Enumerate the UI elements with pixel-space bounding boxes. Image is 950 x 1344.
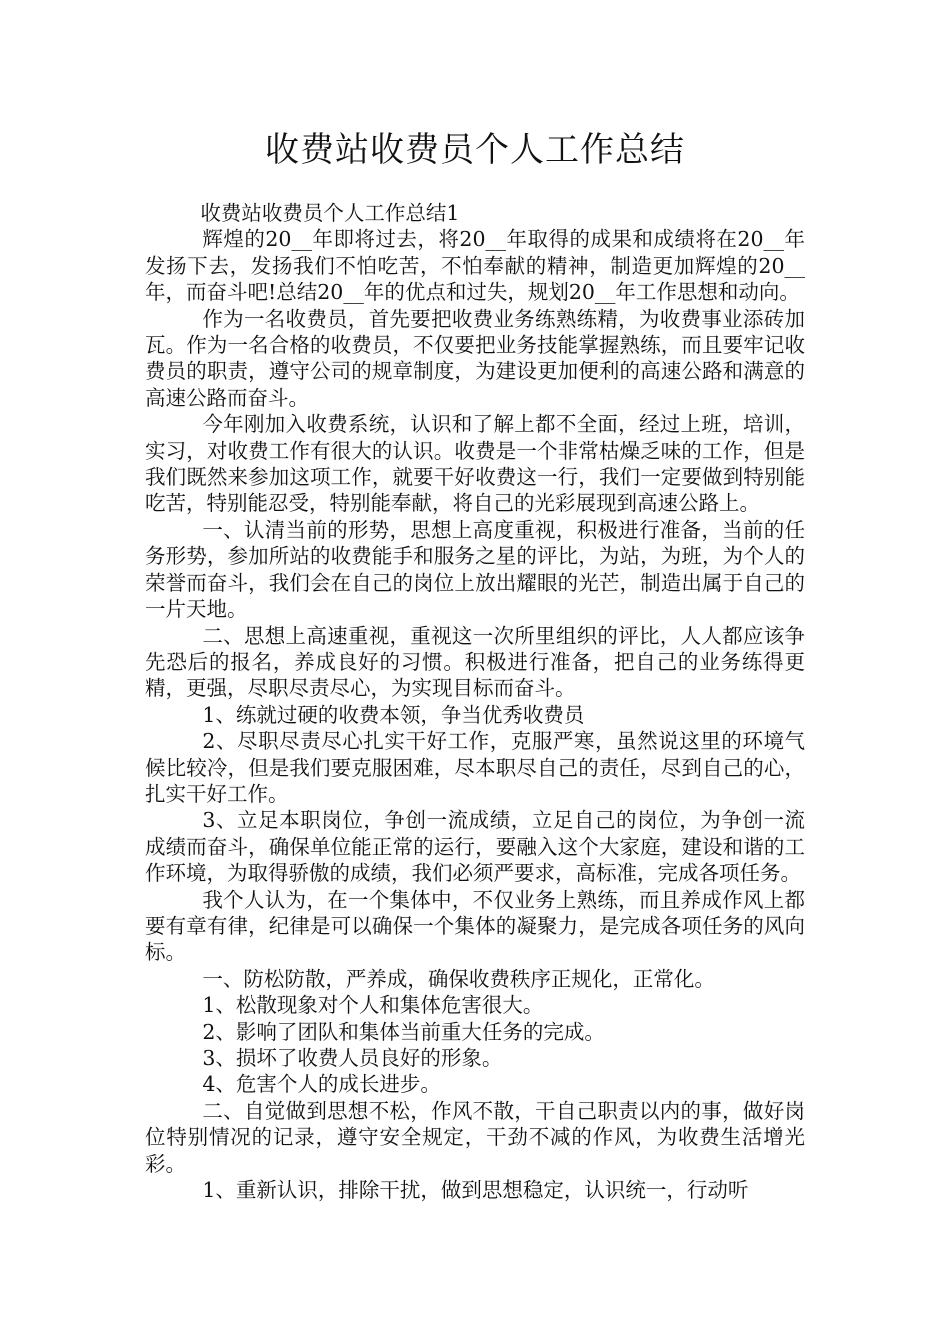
section-heading: 收费站收费员个人工作总结1 [200, 201, 460, 225]
paragraph: 辉煌的20__年即将过去，将20__年取得的成果和成绩将在20__年发扬下去，发扬我们不怕吃苦，不怕奉献的精神，制造更加辉煌的20__年，而奋斗吧!总结20__年的优点和过失，规划20__年工作思想和动向。 [145, 227, 805, 305]
paragraph: 2、尽职尽责尽心扎实干好工作，克服严寒，虽然说这里的环境气候比较冷，但是我们要克服困难，尽本职尽自己的责任，尽到自己的心，扎实干好工作。 [145, 729, 805, 806]
paragraph: 1、松散现象对个人和集体危害很大。 [202, 993, 544, 1018]
paragraph: 4、危害个人的成长进步。 [202, 1072, 441, 1097]
paragraph: 1、练就过硬的收费本领，争当优秀收费员 [202, 702, 585, 727]
paragraph: 1、重新认识，排除干扰，做到思想稳定，认识统一，行动听 [202, 1178, 749, 1203]
paragraph: 二、思想上高速重视，重视这一次所里组织的评比，人人都应该争先恐后的报名，养成良好的习惯。积极进行准备，把自己的业务练得更精，更强，尽职尽责尽心，为实现目标而奋斗。 [145, 623, 805, 701]
paragraph: 作为一名收费员，首先要把收费业务练熟练精，为收费事业添砖加瓦。作为一名合格的收费员，不仅要把业务技能掌握熟练，而且要牢记收费员的职责，遵守公司的规章制度，为建设更加便利的高速公路和满意的高速公路而奋斗。 [145, 306, 805, 410]
paragraph: 3、损坏了收费人员良好的形象。 [202, 1046, 503, 1070]
paragraph: 一、认清当前的形势，思想上高度重视，积极进行准备，当前的任务形势，参加所站的收费能手和服务之星的评比，为站，为班，为个人的荣誉而奋斗，我们会在自己的岗位上放出耀眼的光芒，制造出属于自己的一片天地。 [145, 517, 805, 622]
paragraph: 一、防松防散，严养成，确保收费秩序正规化，正常化。 [202, 966, 715, 991]
paragraph: 今年刚加入收费系统，认识和了解上都不全面，经过上班，培训，实习，对收费工作有很大的认识。收费是一个非常枯燥乏味的工作，但是我们既然来参加这项工作，就要干好收费这一行，我们一定要做到特别能吃苦，特别能忍受，特别能奉献，将自己的光彩展现到高速公路上。 [145, 412, 805, 516]
paragraph: 2、影响了团队和集体当前重大任务的完成。 [202, 1019, 605, 1044]
document-body [145, 200, 805, 1203]
paragraph: 3、立足本职岗位，争创一流成绩，立足自己的岗位，为争创一流成绩而奋斗，确保单位能正常的运行，要融入这个大家庭，建设和谐的工作环境，为取得骄傲的成绩，我们必须严要求，高标准，完成各项任务。 [145, 808, 805, 886]
paragraph: 二、自觉做到思想不松，作风不散，干自己职责以内的事，做好岗位特别情况的记录，遵守安全规定，干劲不减的作风，为收费生活增光彩。 [145, 1098, 805, 1176]
document-title: 收费站收费员个人工作总结 [265, 130, 685, 170]
paragraph: 我个人认为，在一个集体中，不仅业务上熟练，而且养成作风上都要有章有律，纪律是可以确保一个集体的凝聚力，是完成各项任务的风向标。 [145, 887, 805, 965]
